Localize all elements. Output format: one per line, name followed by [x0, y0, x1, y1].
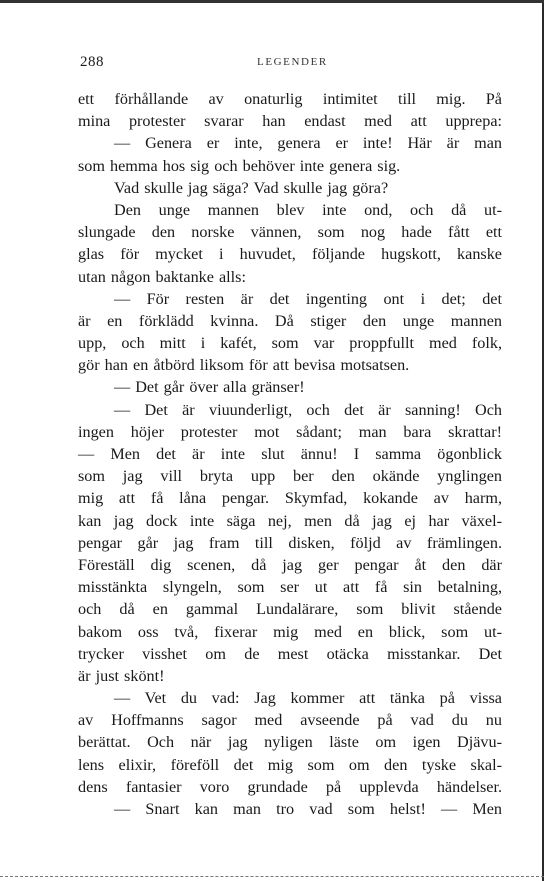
text-line: — Men det är inte slut ännu! I samma ögonblick — [78, 445, 502, 463]
text-line: Föreställ dig scenen, då jag ger pengar åt den där — [78, 555, 502, 574]
text-line: glas för mycket i huvudet, följande hugskott, kanske — [78, 245, 502, 264]
text-line: som hemma hos sig och behöver inte genera sig. — [78, 156, 401, 175]
text-line: — Det går över alla gränser! — [114, 378, 305, 397]
text-line: av Hoffmanns sagor med avseende på vad du nu — [78, 711, 502, 730]
text-line: kan jag dock inte säga nej, men då jag ej har växel- — [78, 511, 502, 530]
text-line: dens fantasier voro grundade på upplevda händelser. — [78, 777, 502, 796]
body-text — [78, 88, 502, 820]
text-line: utan någon baktanke alls: — [78, 267, 246, 286]
text-line: pengar går jag fram till disken, följd av främlingen. — [78, 533, 502, 552]
text-line: — Snart kan man tro vad som helst! — Men — [114, 800, 502, 818]
text-line: ett förhållande av onaturlig intimitet till mig. På — [78, 90, 502, 108]
text-line: lens elixir, föreföll det mig som om den tyske skal- — [78, 755, 502, 774]
text-line: är just skönt! — [78, 666, 165, 685]
bottom-border — [0, 876, 544, 878]
text-line: berättat. Och när jag nyligen läste om igen Djävu- — [78, 733, 502, 752]
top-border — [0, 0, 544, 3]
page-number: 288 — [80, 54, 104, 70]
text-line: — Vet du vad: Jag kommer att tänka på vissa — [114, 689, 502, 708]
page-header — [80, 54, 510, 74]
text-line: — För resten är det ingenting ont i det; det — [114, 289, 502, 308]
text-line: och då en gammal Lundalärare, som blivit stående — [78, 600, 502, 619]
text-line: mig att få låna pengar. Skymfad, kokande av harm, — [78, 489, 502, 508]
text-line: misstänkta slyngeln, som ser ut att få sin betalning, — [78, 578, 502, 597]
text-line: Vad skulle jag säga? Vad skulle jag göra? — [114, 178, 389, 197]
text-line: som jag vill bryta upp ber den okände ynglingen — [78, 467, 502, 486]
text-line: är en förklädd kvinna. Då stiger den unge mannen — [78, 311, 502, 330]
text-line: — Det är viuunderligt, och det är sanning! Och — [114, 400, 502, 419]
text-line: slungade den norske vännen, som nog hade fått ett — [78, 223, 502, 242]
text-line: — Genera er inte, genera er inte! Här är man — [114, 134, 502, 153]
text-line: ingen höjer protester mot sådant; man bara skrattar! — [78, 422, 502, 441]
text-line: trycker visshet om de mest otäcka misstankar. Det — [78, 644, 502, 663]
text-line: bakom oss två, fixerar mig med en blick, som ut- — [78, 622, 502, 641]
running-title: LEGENDER — [257, 56, 328, 68]
text-line: Den unge mannen blev inte ond, och då ut- — [114, 200, 502, 219]
text-line: upp, och mitt i kafét, som var proppfullt med folk, — [78, 334, 502, 353]
text-line: mina protester svarar han endast med att upprepa: — [78, 112, 502, 131]
text-line: gör han en åtbörd liksom för att bevisa motsatsen. — [78, 356, 410, 375]
